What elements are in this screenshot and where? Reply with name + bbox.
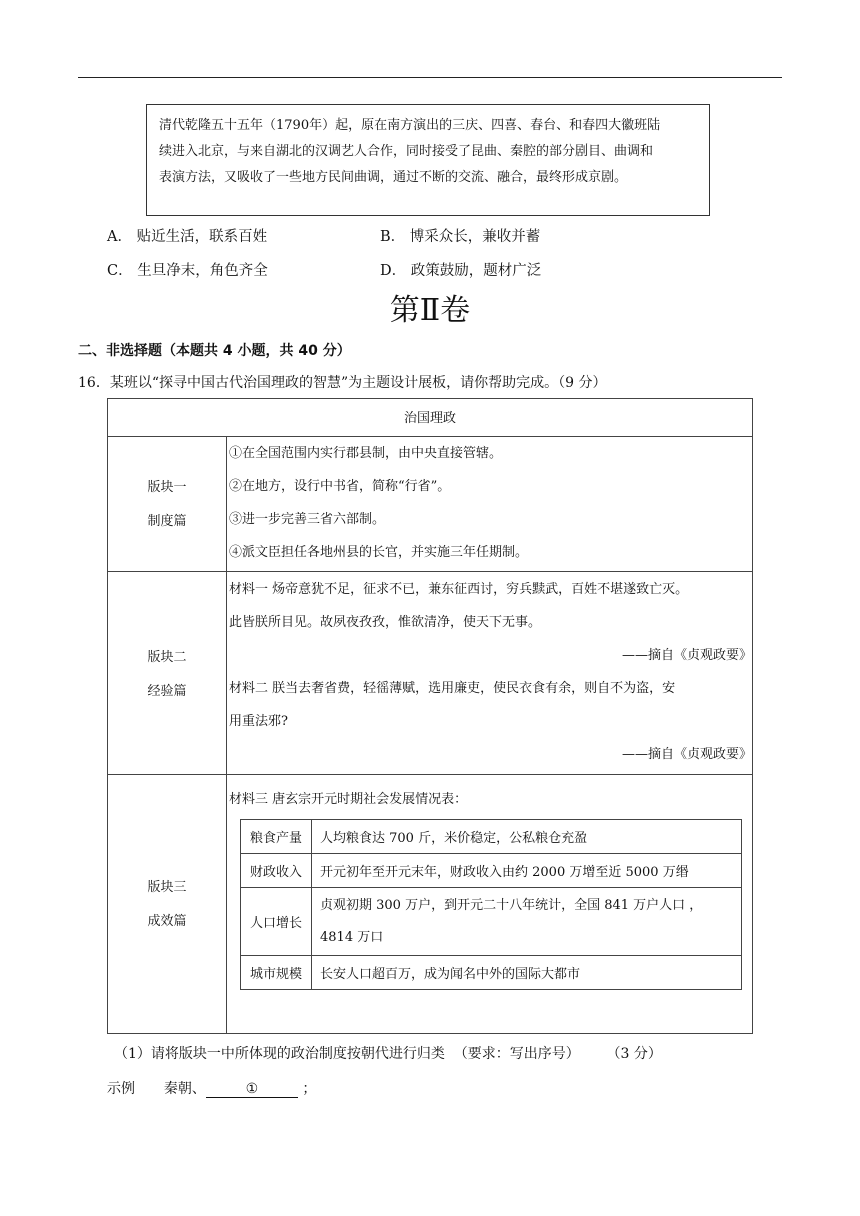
block1-name: 版块一 [147,480,187,495]
header-rule [78,77,782,78]
table-cell-key: 财政收入 [241,854,312,888]
block2-sub: 经验篇 [147,684,187,699]
board-title: 治国理政 [403,411,456,426]
material-1-source: ——摘自《贞观政要》 [621,648,752,663]
table-cell-key: 粮食产量 [241,820,312,854]
material-1-line: 此皆朕所目见。故夙夜孜孜，惟欲清净，使天下无事。 [229,615,542,630]
table-cell-value: 开元初年至开元末年，财政收入由约 2000 万增至近 5000 万缗 [312,854,742,888]
display-board-table [107,398,753,1034]
sub-question-1: （1）请将版块一中所体现的政治制度按朝代进行归类 （要求：写出序号） （3 分） [114,1046,662,1062]
example-line [107,1078,316,1098]
table-cell-value: 人均粮食达 700 斤，米价稳定，公私粮仓充盈 [312,820,742,854]
quote-line: 续进入北京，与来自湖北的汉调艺人合作，同时接受了昆曲、秦腔的部分剧目、曲调和 [159,144,654,159]
option-c: C． 生旦净末，角色齐全 [107,263,268,279]
block1-item: ④派文臣担任各地州县的长官，并实施三年任期制。 [229,545,529,560]
example-label: 示例 [107,1081,135,1097]
block2-content [229,573,752,771]
block1-item: ①在全国范围内实行郡县制，由中央直接管辖。 [229,446,503,461]
table-cell-key: 人口增长 [241,888,312,956]
example-end: ； [302,1081,317,1097]
option-a: A． 贴近生活，联系百姓 [107,229,268,245]
divider [108,571,752,572]
quote-line: 清代乾隆五十五年（1790年）起，原在南方演出的三庆、四喜、春台、和春四大徽班陆 [159,118,661,133]
block3-name: 版块三 [147,880,187,895]
table-row [241,956,742,990]
quote-box [146,104,710,216]
table-row [241,888,742,956]
example-dynasty: 秦朝、 [163,1081,206,1097]
option-d: D． 政策鼓励，题材广泛 [380,263,542,279]
quote-line: 表演方法，又吸收了一些地方民间曲调，通过不断的交流、融合，最终形成京剧。 [159,170,628,185]
material-2-line: 用重法邪? [229,714,288,729]
section-heading: 二、非选择题（本题共 4 小题，共 40 分） [78,343,351,359]
material-1-line: 材料一 炀帝意犹不足，征求不已，兼东征西讨，穷兵黩武，百姓不堪遂致亡灭。 [229,582,689,597]
block1-item: ②在地方，设行中书省，简称“行省”。 [229,479,451,494]
table-row [241,820,742,854]
block2-name: 版块二 [147,650,187,665]
block3-sub: 成效篇 [147,914,187,929]
material-2-line: 材料二 朕当去奢省费，轻徭薄赋，选用廉吏，使民衣食有余，则自不为盗，安 [229,681,676,696]
question-16: 16．某班以“探寻中国古代治国理政的智慧”为主题设计展板，请你帮助完成。（9 分） [78,375,607,391]
population-line: 贞观初期 300 万户，到开元二十八年统计，全国 841 万户人口 ， [320,897,703,913]
block1-content [229,437,750,569]
table-cell-value [312,888,742,956]
block1-sub: 制度篇 [147,514,187,529]
population-line: 4814 万口 [320,929,384,945]
material-3-title: 材料三 唐玄宗开元时期社会发展情况表： [229,792,468,807]
table-cell-key: 城市规模 [241,956,312,990]
block1-item: ③进一步完善三省六部制。 [229,512,386,527]
kaiyuan-table [240,819,742,990]
table-row [241,854,742,888]
divider [108,774,752,775]
volume-title: 第Ⅱ卷 [389,293,471,328]
option-b: B． 博采众长，兼收并蓄 [380,229,541,245]
material-2-source: ——摘自《贞观政要》 [621,747,752,762]
column-divider [226,436,227,1033]
answer-blank: ① [206,1081,298,1098]
table-cell-value: 长安人口超百万，成为闻名中外的国际大都市 [312,956,742,990]
